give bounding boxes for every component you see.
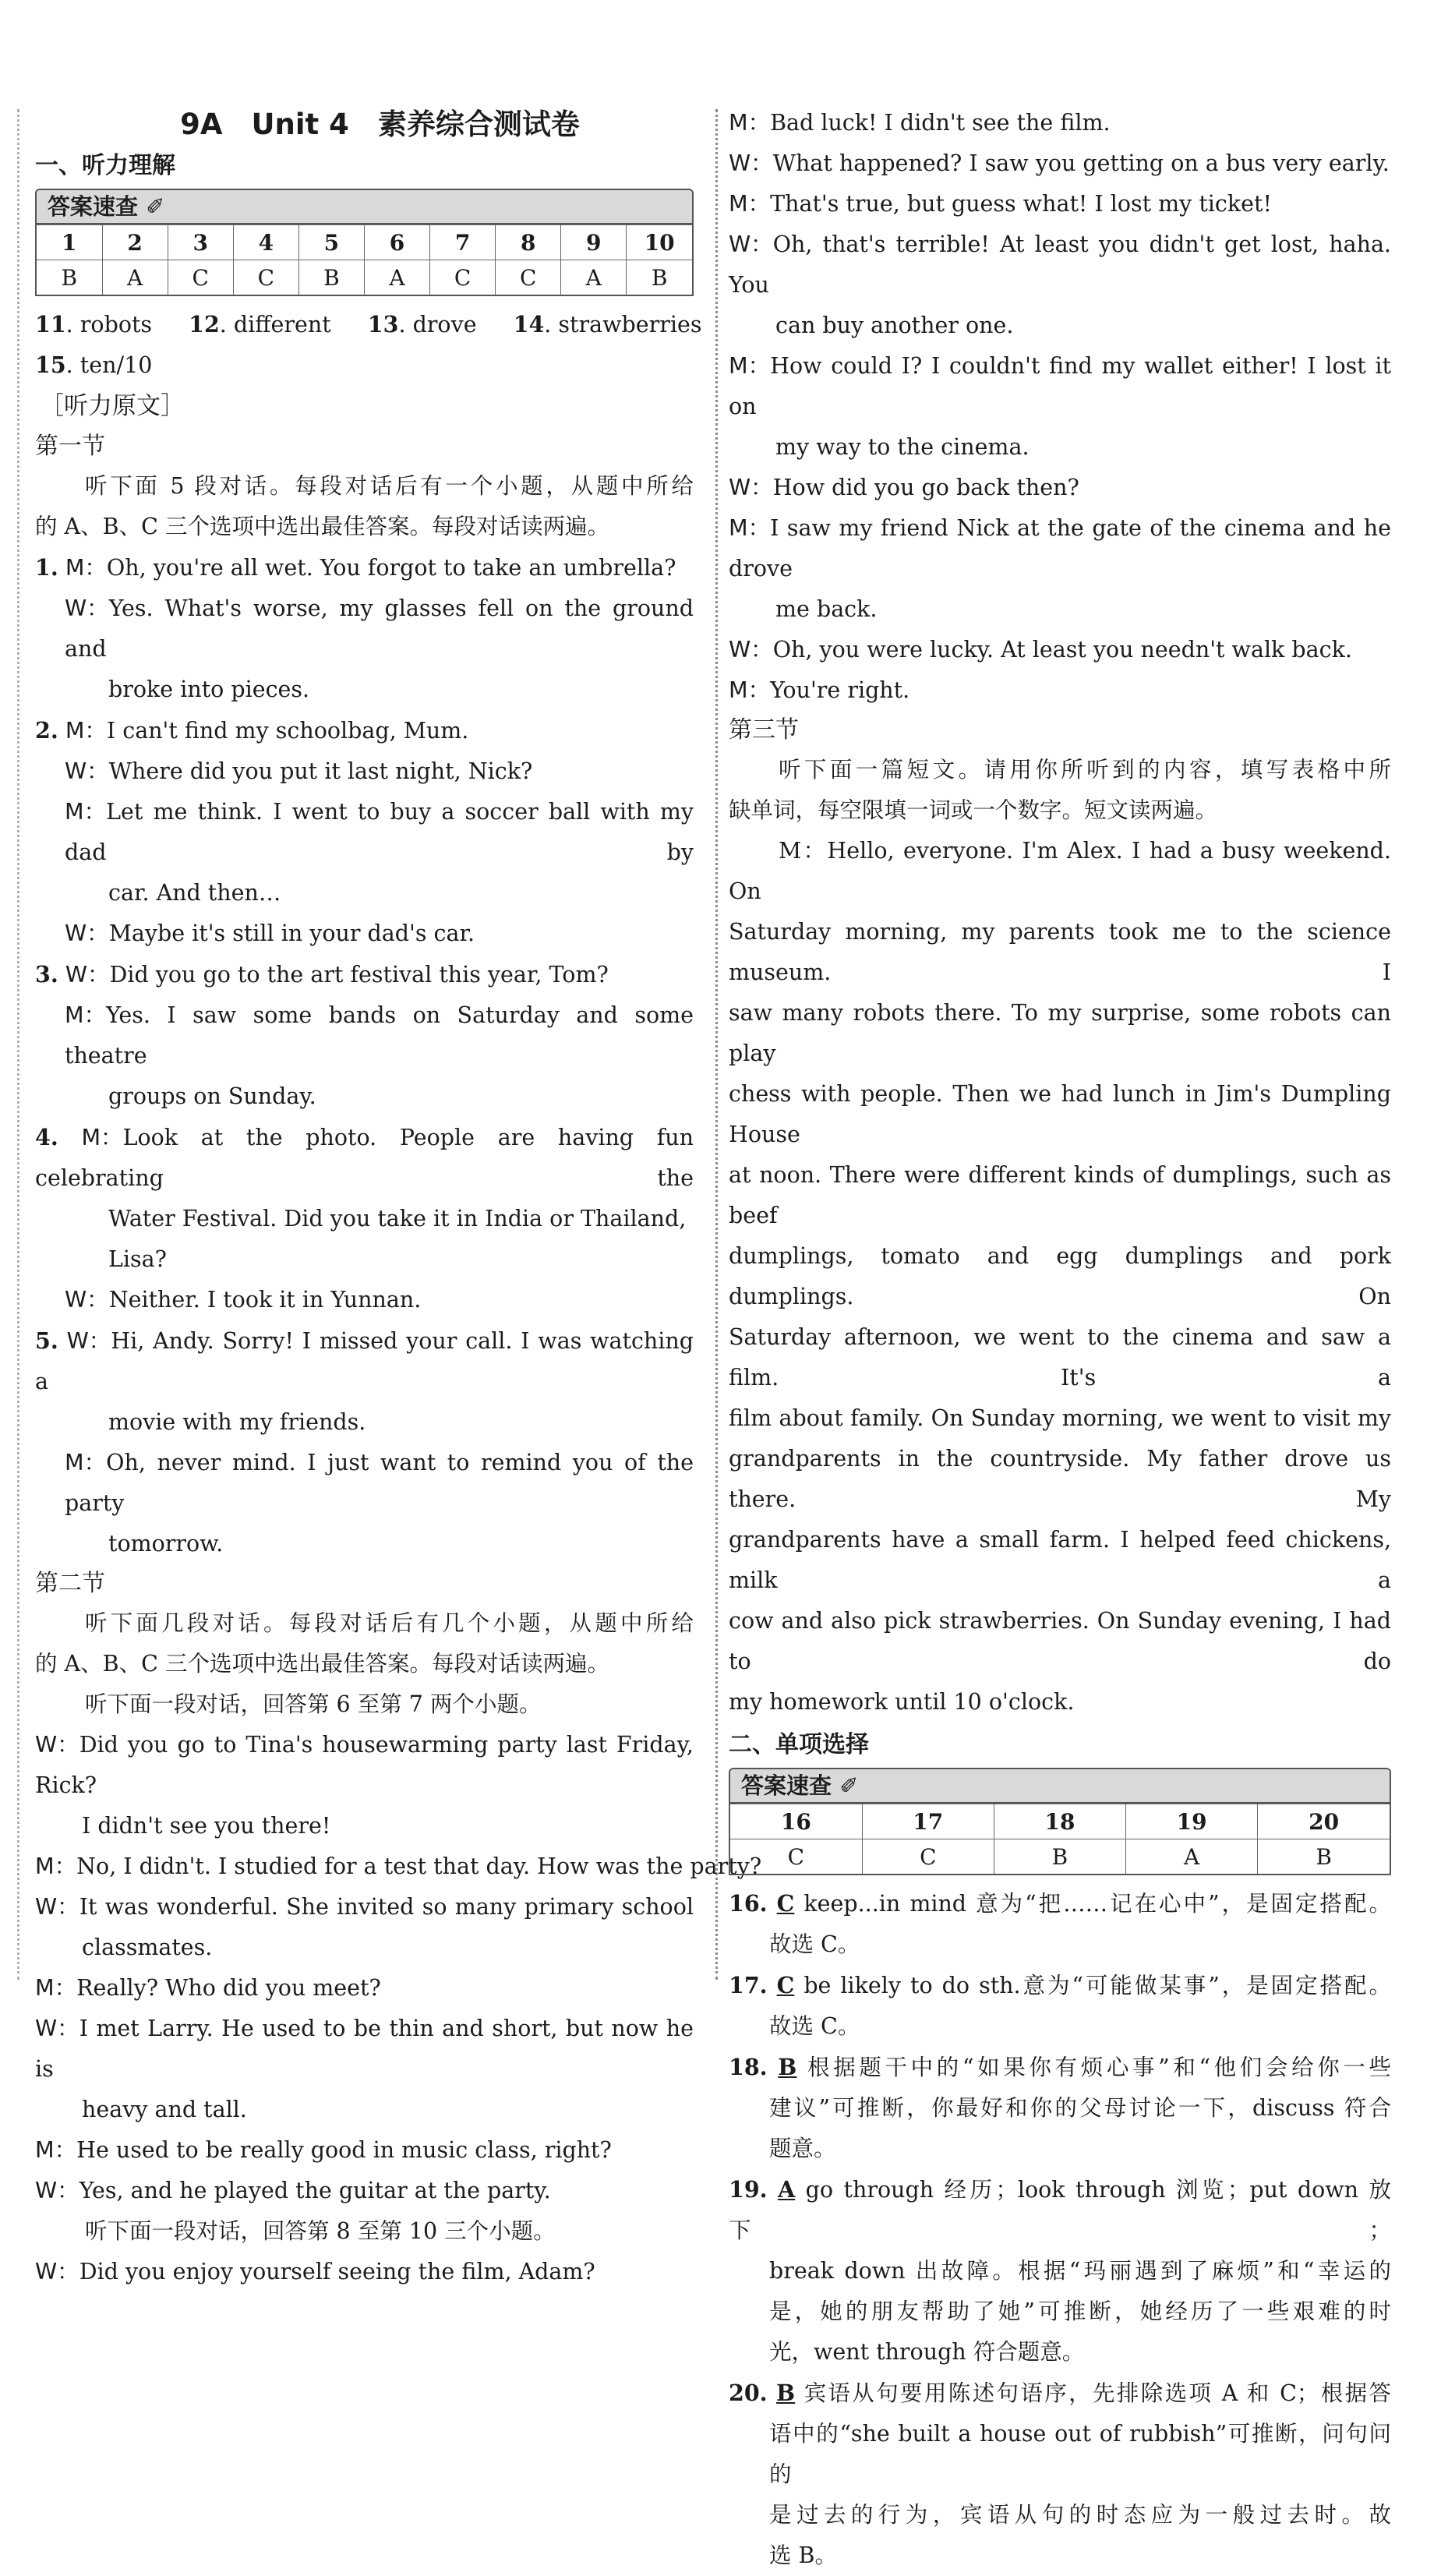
left-margin-rule <box>17 109 19 1980</box>
dialogue-text: Maybe it's still in your dad's car. <box>108 921 475 946</box>
dialogue-line <box>35 588 694 670</box>
question-number: 19. <box>729 2176 768 2203</box>
dialogue-line <box>729 184 1391 224</box>
answer-cell: A <box>364 260 429 295</box>
speaker-label: M： <box>729 515 771 541</box>
speaker-label: W： <box>729 150 773 176</box>
answer-cell: B <box>37 260 102 295</box>
explanation-text: 宾语从句要用陈述句语序，先排除选项 A 和 C；根据答 <box>803 2380 1392 2406</box>
speaker-label: W： <box>65 758 109 784</box>
speaker-label: M： <box>65 718 107 744</box>
dialogue-line <box>35 1887 694 1928</box>
explanation-line <box>729 1883 1391 1924</box>
speaker-label: M： <box>65 1450 107 1475</box>
dialogue-text: What happened? I saw you getting on a bus very early. <box>772 150 1390 176</box>
dialogue-d1 <box>35 547 694 710</box>
speaker-label: W： <box>35 1732 79 1758</box>
answer-cell: C <box>496 260 561 295</box>
fill-answer: different <box>233 312 331 337</box>
answer-cell: C <box>168 260 233 295</box>
answer-letter: B <box>776 2380 796 2406</box>
dialogue-text: Hi, Andy. Sorry! I missed your call. I was watching a <box>35 1328 694 1394</box>
explanation-item <box>729 2047 1391 2169</box>
question-number: 5. <box>35 1327 58 1354</box>
answer-cell: A <box>1126 1839 1258 1875</box>
answer-cell: C <box>430 260 496 295</box>
question-number: 4. <box>35 1124 58 1150</box>
dialogue-line <box>35 1320 694 1402</box>
speaker-label: M： <box>65 555 107 581</box>
explanation-text: 是，她的朋友帮助了她”可推断，她经历了一些艰难的时 <box>769 2299 1391 2324</box>
listening-passage <box>729 831 1391 1723</box>
dialogue-text: groups on Sunday. <box>108 1083 316 1109</box>
explanation-line <box>729 2292 1391 2332</box>
question-number-cell: 4 <box>233 225 298 260</box>
instruction-line: 缺单词，每空限填一词或一个数字。短文读两遍。 <box>729 797 1218 823</box>
question-number-cell: 8 <box>496 225 561 260</box>
explanation-line <box>729 2495 1391 2535</box>
passage-line: M：Hello, everyone. I'm Alex. I had a busy weekend. On <box>729 838 1391 904</box>
dialogue-line <box>35 1968 694 2009</box>
explanation-line <box>729 2535 1391 2576</box>
explanation-line <box>729 2414 1391 2495</box>
explanation-item <box>729 1965 1391 2047</box>
question-number: 3. <box>35 961 58 988</box>
question-number-cell: 6 <box>364 225 429 260</box>
speaker-label: W： <box>729 231 773 257</box>
answer-key-label: 答案速查 ✐ <box>37 190 692 224</box>
explanation-text: be likely to do sth.意为“可能做某事”，是固定搭配。 <box>803 1973 1391 1998</box>
dialogue-line <box>35 1280 694 1320</box>
speaker-label: M： <box>65 1002 107 1028</box>
passage-line: cow and also pick strawberries. On Sunday evening, I had to do <box>729 1608 1391 1674</box>
speaker-label: M： <box>729 191 771 217</box>
explanation-text: keep...in mind 意为“把……记在心中”，是固定搭配。 <box>803 1891 1391 1917</box>
dialogue-line <box>729 143 1391 184</box>
explanation-line <box>729 2169 1391 2251</box>
dialogue-line <box>729 589 1391 630</box>
question-number-cell: 18 <box>994 1804 1125 1839</box>
dialogue-line <box>35 2171 694 2211</box>
dialogue-line <box>729 468 1391 508</box>
dialogue-line <box>729 103 1391 143</box>
dialogue-d4 <box>35 1117 694 1320</box>
dialogue-line <box>729 306 1391 346</box>
explanation-text: 故选 C。 <box>769 1931 860 1957</box>
dialogue-text: Did you enjoy yourself seeing the film, Adam? <box>79 2259 595 2284</box>
dialogue-text: Where did you put it last night, Nick? <box>108 758 533 784</box>
speaker-label: M： <box>729 110 771 136</box>
answer-letter: C <box>776 1890 795 1917</box>
dialogue-line <box>35 1524 694 1564</box>
dialogue-text: my way to the cinema. <box>775 434 1030 460</box>
dialogue-text: Really? Who did you meet? <box>76 1975 381 2001</box>
dialogue-text: Yes. What's worse, my glasses fell on the ground and <box>65 595 694 662</box>
passage-line: grandparents have a small farm. I helped feed chickens, milk a <box>729 1527 1391 1593</box>
question-number-cell: 3 <box>168 225 233 260</box>
question-number: 18. <box>729 2054 768 2080</box>
answer-cell: C <box>730 1839 862 1875</box>
question-number-cell: 17 <box>862 1804 994 1839</box>
fill-answer: robots <box>79 312 153 337</box>
question-number-cell: 16 <box>730 1804 862 1839</box>
speaker-label: W： <box>65 595 109 621</box>
answer-cell: B <box>994 1839 1125 1875</box>
dialogue-text: Look at the photo. People are having fun celebrating the <box>35 1125 694 1191</box>
dialogue-line <box>729 427 1391 468</box>
explanation-text: 题意。 <box>769 2136 836 2161</box>
dialogue-line <box>35 913 694 954</box>
instruction-line: 听下面一段对话，回答第 8 至第 10 三个小题。 <box>85 2218 556 2244</box>
speaker-label: M： <box>729 677 771 703</box>
explanation-text: 故选 C。 <box>769 2013 860 2039</box>
speaker-label: M： <box>81 1125 123 1150</box>
dialogue-text: me back. <box>775 596 878 622</box>
explanation-item <box>729 1883 1391 1965</box>
question-number-cell: 10 <box>627 225 692 260</box>
instruction-line: 的 A、B、C 三个选项中选出最佳答案。每段对话读两遍。 <box>35 1651 609 1677</box>
explanation-line <box>729 2251 1391 2292</box>
dialogue-text: I saw my friend Nick at the gate of the cinema and he drove <box>729 515 1391 581</box>
dialogue-block <box>35 547 694 1564</box>
script-label: ［听力原文］ <box>40 392 185 420</box>
explanation-line <box>729 1924 1391 1965</box>
dialogue-line <box>729 346 1391 427</box>
passage-line: dumplings, tomato and egg dumplings and pork dumplings. On <box>729 1243 1391 1309</box>
dialogue-line <box>35 1725 694 1806</box>
dialogue-d2 <box>35 710 694 954</box>
dialogue-line <box>35 1443 694 1524</box>
passage-line: chess with people. Then we had lunch in Jim's Dumpling House <box>729 1081 1391 1147</box>
dialogue-line <box>35 1928 694 1968</box>
subsection-2: 第二节 <box>35 1570 105 1597</box>
dialogue-text: Did you go to the art festival this year, Tom? <box>109 962 609 988</box>
dialogue-text: I met Larry. He used to be thin and short, but now he is <box>35 2016 694 2082</box>
dialogue-line <box>35 710 694 751</box>
fill-answers-row-2: 15. ten/10 <box>35 352 153 378</box>
explanation-text: 建议”可推断，你最好和你的父母讨论一下，discuss 符合 <box>769 2095 1391 2121</box>
pencil-icon: ✐ <box>832 1772 859 1799</box>
explanation-text: 根据题干中的“如果你有烦心事”和“他们会给你一些 <box>807 2055 1391 2080</box>
passage-line: Saturday afternoon, we went to the cinema and saw a film. It's a <box>729 1324 1391 1390</box>
section-heading-choice: 二、单项选择 <box>729 1731 869 1758</box>
dialogue-line <box>35 2252 694 2292</box>
fill-answer: ten/10 <box>79 352 153 378</box>
speaker-label: W： <box>65 921 109 946</box>
dialogue-line <box>35 792 694 873</box>
dialogue-text: heavy and tall. <box>82 2097 247 2122</box>
dialogue-text: Oh, never mind. I just want to remind you of the party <box>65 1450 694 1516</box>
answer-key-label: 答案速查 ✐ <box>730 1769 1390 1804</box>
question-number: 1. <box>35 554 58 581</box>
dialogue-line <box>35 1117 694 1199</box>
answer-letter: C <box>776 1972 795 1998</box>
speaker-label: W： <box>35 2178 79 2203</box>
explanation-text: break down 出故障。根据“玛丽遇到了麻烦”和“幸运的 <box>769 2258 1391 2284</box>
dialogue-text: You're right. <box>770 677 910 703</box>
explanation-line <box>729 2006 1391 2047</box>
fill-answer: strawberries <box>558 312 702 337</box>
answer-key-table-2 <box>729 1768 1391 1875</box>
passage-line: film about family. On Sunday morning, we went to visit my <box>729 1405 1391 1431</box>
speaker-label: W： <box>35 2259 79 2284</box>
dialogue-d3 <box>35 954 694 1117</box>
question-number-cell: 19 <box>1126 1804 1258 1839</box>
dialogue-line <box>35 1076 694 1117</box>
passage-line: my homework until 10 o'clock. <box>729 1689 1075 1715</box>
explanations <box>729 1883 1391 2576</box>
dialogue-text: Did you go to Tina's housewarming party last Friday, Rick? <box>35 1732 694 1798</box>
explanation-text: 选 B。 <box>769 2542 838 2568</box>
explanation-line <box>729 2088 1391 2129</box>
answer-cell: A <box>561 260 627 295</box>
answer-letter: B <box>778 2054 797 2080</box>
dialogue-text: Yes, and he played the guitar at the party. <box>79 2178 551 2203</box>
answer-cell: C <box>233 260 298 295</box>
dialogue-line <box>35 1806 694 1846</box>
dialogue-d5 <box>35 1320 694 1564</box>
explanation-item <box>729 2373 1391 2576</box>
explanation-text: 语中的“she built a house out of rubbish”可推断，问句问的 <box>769 2421 1391 2487</box>
speaker-label: W： <box>66 1328 111 1354</box>
fill-answer: drove <box>412 312 477 337</box>
answer-cell: C <box>862 1839 994 1875</box>
dialogue-line <box>35 1402 694 1443</box>
subsection-1: 第一节 <box>35 433 105 460</box>
answer-cell: B <box>1258 1839 1390 1875</box>
explanation-line <box>729 2047 1391 2088</box>
speaker-label: M： <box>35 1853 77 1879</box>
speaker-label: W： <box>35 1894 79 1920</box>
passage-line: saw many robots there. To my surprise, some robots can play <box>729 1000 1391 1066</box>
speaker-label: W： <box>729 637 773 663</box>
subsection-3: 第三节 <box>729 716 799 744</box>
dialogue-text: tomorrow. <box>108 1531 224 1557</box>
question-number: 16. <box>729 1890 768 1917</box>
dialogue-text: Lisa? <box>108 1246 167 1272</box>
speaker-label: M： <box>35 1975 77 2001</box>
answer-cell: A <box>102 260 168 295</box>
answer-key-table-1 <box>35 189 694 296</box>
speaker-label: M： <box>729 353 771 379</box>
section-heading-listening: 一、听力理解 <box>35 152 175 179</box>
dialogue-text: I didn't see you there! <box>82 1813 331 1839</box>
dialogue-text: Oh, you're all wet. You forgot to take an umbrella? <box>106 555 676 581</box>
dialogue-line <box>35 1846 762 1887</box>
dialogue-line <box>35 995 694 1076</box>
explanation-item <box>729 2169 1391 2373</box>
fill-answers-row-1: 11. robots 12. different 13. drove 14. strawberries <box>35 311 702 337</box>
question-number: 17. <box>729 1972 768 1998</box>
dialogue-text: Let me think. I went to buy a soccer ball with my dad by <box>65 799 694 865</box>
dialogue-text: movie with my friends. <box>108 1409 366 1435</box>
dialogue-text: Bad luck! I didn't see the film. <box>770 110 1111 136</box>
speaker-label: W： <box>65 1287 109 1313</box>
speaker-label: W： <box>729 475 773 500</box>
pencil-icon: ✐ <box>138 193 165 220</box>
dialogue-text: He used to be really good in music class, right? <box>76 2137 612 2163</box>
dialogue-line <box>729 508 1391 589</box>
dialogue-text: It was wonderful. She invited so many primary school <box>79 1894 694 1920</box>
dialogue-line <box>35 2009 694 2090</box>
explanation-text: 是过去的行为，宾语从句的时态应为一般过去时。故 <box>769 2502 1391 2528</box>
dialogue-line <box>35 1239 694 1280</box>
dialogue-line <box>35 2130 694 2171</box>
dialogue-block <box>35 2252 694 2292</box>
dialogue-text: broke into pieces. <box>108 677 310 702</box>
speaker-label: W： <box>65 962 110 988</box>
dialogue-text: Water Festival. Did you take it in India or Thailand, <box>108 1206 687 1231</box>
dialogue-line <box>729 224 1391 306</box>
instruction-line: 听下面 5 段对话。每段对话后有一个小题，从题中所给 <box>85 473 694 499</box>
dialogue-text: How did you go back then? <box>772 475 1079 500</box>
dialogue-line <box>35 547 694 588</box>
speaker-label: M： <box>35 2137 77 2163</box>
question-number: 2. <box>35 717 58 744</box>
instruction-line: 听下面一段对话，回答第 6 至第 7 两个小题。 <box>85 1691 542 1717</box>
passage-line: at noon. There were different kinds of dumplings, such as beef <box>729 1162 1391 1228</box>
dialogue-text: car. And then… <box>108 880 281 906</box>
column-divider <box>715 109 718 1980</box>
dialogue-text: How could I? I couldn't find my wallet either! I lost it on <box>729 353 1391 419</box>
dialogue-line <box>35 954 694 995</box>
dialogue-text: That's true, but guess what! I lost my ticket! <box>770 191 1272 217</box>
explanation-line <box>729 2373 1391 2414</box>
dialogue-text: Yes. I saw some bands on Saturday and some theatre <box>65 1002 694 1069</box>
passage-line: Saturday morning, my parents took me to the science museum. I <box>729 919 1391 985</box>
explanation-line <box>729 1965 1391 2006</box>
answer-letter: A <box>778 2176 796 2203</box>
question-number-cell: 20 <box>1258 1804 1390 1839</box>
speaker-label: M： <box>65 799 107 825</box>
question-number-cell: 7 <box>430 225 496 260</box>
explanation-text: 光，went through 符合题意。 <box>769 2339 1085 2365</box>
dialogue-line <box>35 751 694 792</box>
dialogue-line <box>35 1199 694 1239</box>
dialogue-text: can buy another one. <box>775 313 1014 338</box>
passage-line: grandparents in the countryside. My father drove us there. My <box>729 1446 1391 1512</box>
question-number: 20. <box>729 2380 768 2406</box>
answer-cell: B <box>627 260 692 295</box>
explanation-line <box>729 2129 1391 2169</box>
dialogue-line <box>729 670 1391 711</box>
instruction-line: 听下面几段对话。每段对话后有几个小题，从题中所给 <box>85 1610 694 1636</box>
dialogue-text: Neither. I took it in Yunnan. <box>108 1287 422 1313</box>
speaker-label: W： <box>35 2016 79 2041</box>
explanation-line <box>729 2332 1391 2373</box>
dialogue-text: classmates. <box>82 1935 213 1960</box>
dialogue-line <box>35 873 694 913</box>
right-column <box>729 103 1391 2576</box>
answer-cell: B <box>298 260 364 295</box>
dialogue-line <box>35 670 694 710</box>
instruction-line: 听下面一篇短文。请用你所听到的内容，填写表格中所 <box>779 757 1391 783</box>
explanation-text: go through 经历；look through 浏览；put down 放下； <box>729 2177 1391 2243</box>
instruction-line: 的 A、B、C 三个选项中选出最佳答案。每段对话读两遍。 <box>35 514 609 539</box>
question-number-cell: 9 <box>561 225 627 260</box>
dialogue-line <box>35 2090 694 2130</box>
question-number-cell: 2 <box>102 225 168 260</box>
dialogue-text: I can't find my schoolbag, Mum. <box>106 718 469 744</box>
page-title: 9A Unit 4 素养综合测试卷 <box>180 108 580 141</box>
dialogue-block <box>729 103 1391 711</box>
dialogue-line <box>729 630 1391 670</box>
question-number-cell: 5 <box>298 225 364 260</box>
dialogue-text: No, I didn't. I studied for a test that day. How was the party? <box>76 1853 762 1879</box>
dialogue-text: Oh, that's terrible! At least you didn't get lost, haha. You <box>729 231 1391 298</box>
question-number-cell: 1 <box>37 225 102 260</box>
dialogue-text: Oh, you were lucky. At least you needn't walk back. <box>772 637 1352 663</box>
